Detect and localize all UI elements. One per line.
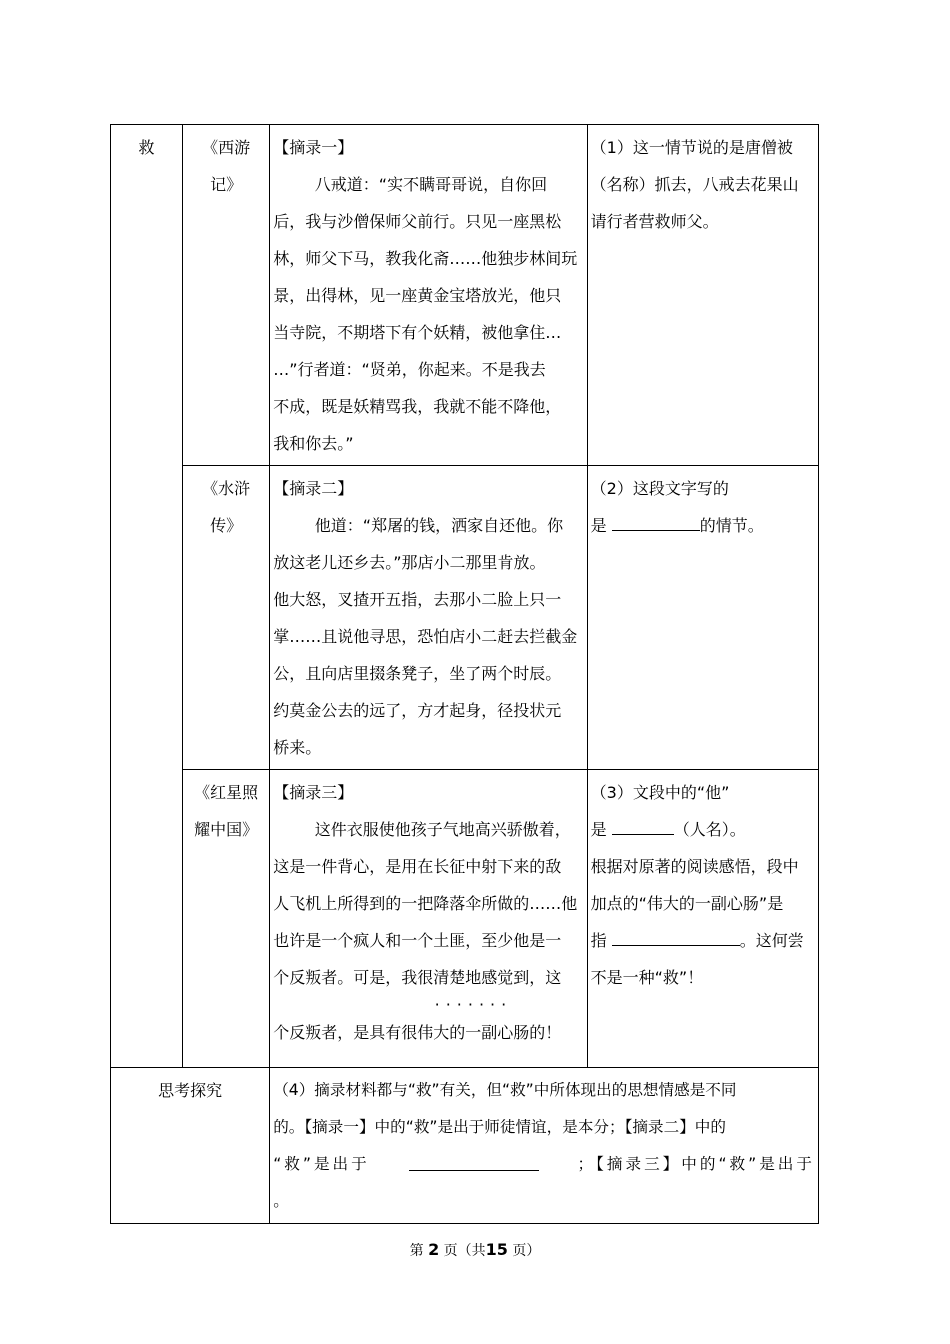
question-text: 是 xyxy=(590,820,607,839)
excerpt-line: 放这老儿还乡去。”那店小二那里肯放。 xyxy=(273,553,546,572)
question-text: 指 xyxy=(590,931,607,950)
question-line: 根据对原著的阅读感悟，段中 xyxy=(590,857,799,876)
excerpt-line: 这件衣服使他孩子气地高兴骄傲着， xyxy=(314,820,571,839)
excerpt-line: 约莫金公去的远了，方才起身，径投状元 xyxy=(273,701,562,720)
book-title-line: 《红星照 xyxy=(194,783,259,802)
book-title-line: 《水浒 xyxy=(202,479,251,498)
book-cell xyxy=(183,770,270,1068)
section-label: 思考探究 xyxy=(158,1081,223,1100)
book-title-line: 《西游 xyxy=(202,138,251,157)
question-cell xyxy=(587,770,818,1068)
discussion-line: 的。【摘录一】中的“救”是出于师徒情谊，是本分；【摘录二】中的 xyxy=(273,1118,726,1136)
question-line: （名称）抓去，八戒去花果山 xyxy=(590,175,799,194)
answer-blank[interactable] xyxy=(612,820,674,835)
question-cell xyxy=(587,466,818,770)
category-label: 救 xyxy=(138,138,155,157)
question-text: 是 xyxy=(590,516,607,535)
excerpt-line: 八戒道：“实不瞒哥哥说，自你回 xyxy=(314,175,548,194)
excerpt-line: 不成，既是妖精骂我，我就不能不降他， xyxy=(273,397,562,416)
question-line xyxy=(591,507,815,544)
excerpt-cell xyxy=(270,770,587,1068)
excerpt-line: 个反叛者，是具有很伟大的一副心肠的！ xyxy=(273,1023,562,1042)
footer-text: 第 xyxy=(409,1243,424,1259)
excerpt-line: 公，且向店里掇条凳子，坐了两个时辰。 xyxy=(273,664,562,683)
excerpt-line: 林，师父下马，教我化斋……他独步林间玩 xyxy=(273,249,578,268)
excerpt-line: 景，出得林，见一座黄金宝塔放光，他只 xyxy=(273,286,562,305)
question-line xyxy=(591,811,815,848)
table-row xyxy=(111,125,819,466)
excerpt-heading: 【摘录一】 xyxy=(273,138,354,157)
excerpt-line: 掌……且说他寻思，恐怕店小二赶去拦截金 xyxy=(273,627,578,646)
excerpt-line: 人飞机上所得到的一把降落伞所做的……他 xyxy=(273,894,578,913)
question-line: 加点的“伟大的一副心肠”是 xyxy=(590,894,784,913)
answer-blank[interactable] xyxy=(409,1158,539,1171)
excerpt-line: …”行者道：“贤弟，你起来。不是我去 xyxy=(273,360,546,379)
book-title-line: 耀中国》 xyxy=(194,820,259,839)
question-line: （2）这段文字写的 xyxy=(590,479,729,498)
excerpt-line: 他道：“郑屠的钱，洒家自还他。你 xyxy=(314,516,564,535)
excerpt-line: 后，我与沙僧保师父前行。只见一座黑松 xyxy=(273,212,562,231)
question-line: 不是一种“救”！ xyxy=(590,968,704,987)
reading-table xyxy=(110,124,819,1224)
book-cell xyxy=(183,125,270,466)
table-row xyxy=(111,770,819,1068)
excerpt-cell xyxy=(270,125,587,466)
excerpt-line: 当寺院，不期塔下有个妖精，被他拿住… xyxy=(273,323,562,342)
question-line: 请行者营救师父。 xyxy=(590,212,719,231)
discussion-line xyxy=(273,1146,815,1183)
book-cell xyxy=(183,466,270,770)
discussion-line: （4）摘录材料都与“救”有关，但“救”中所体现出的思想情感是不同 xyxy=(273,1081,737,1099)
excerpt-line: 也许是一个疯人和一个土匪，至少他是一 xyxy=(273,931,562,950)
book-title-line: 记》 xyxy=(210,175,243,194)
emphasis-dots: ······· xyxy=(434,995,513,1014)
excerpt-line: 他大怒，叉揸开五指，去那小二脸上只一 xyxy=(273,590,562,609)
footer-text: 页） xyxy=(512,1243,541,1259)
question-line xyxy=(591,922,815,959)
question-text: 的情节。 xyxy=(699,516,764,535)
question-line: （1）这一情节说的是唐僧被 xyxy=(590,138,793,157)
excerpt-heading: 【摘录二】 xyxy=(273,479,354,498)
section-label-cell xyxy=(111,1068,270,1224)
table-row xyxy=(111,1068,819,1224)
excerpt-line: 这是一件背心，是用在长征中射下来的敌 xyxy=(273,857,562,876)
discussion-text: ；【摘录三】中的“救”是出于 xyxy=(577,1155,815,1173)
discussion-cell xyxy=(270,1068,819,1224)
discussion-line: 。 xyxy=(273,1192,289,1210)
book-title-line: 传》 xyxy=(210,516,243,535)
page-footer xyxy=(0,1240,950,1260)
excerpt-line: 桥来。 xyxy=(273,738,322,757)
question-text: 。这何尝 xyxy=(739,931,804,950)
question-line: （3）文段中的“他” xyxy=(590,783,730,802)
total-pages: 15 xyxy=(485,1240,508,1259)
excerpt-line: 我和你去。” xyxy=(273,434,354,453)
answer-blank[interactable] xyxy=(612,931,740,946)
excerpt-cell xyxy=(270,466,587,770)
footer-text: 页（共 xyxy=(443,1243,486,1259)
question-cell xyxy=(587,125,818,466)
page-number: 2 xyxy=(428,1240,440,1259)
table-row xyxy=(111,466,819,770)
answer-blank[interactable] xyxy=(612,516,700,531)
question-text: （人名）。 xyxy=(673,820,746,839)
category-cell xyxy=(111,125,183,1068)
discussion-text: “救”是出于 xyxy=(273,1155,370,1173)
excerpt-heading: 【摘录三】 xyxy=(273,783,354,802)
excerpt-line: 个反叛者。可是，我很清楚地感觉到，这 xyxy=(273,968,562,987)
